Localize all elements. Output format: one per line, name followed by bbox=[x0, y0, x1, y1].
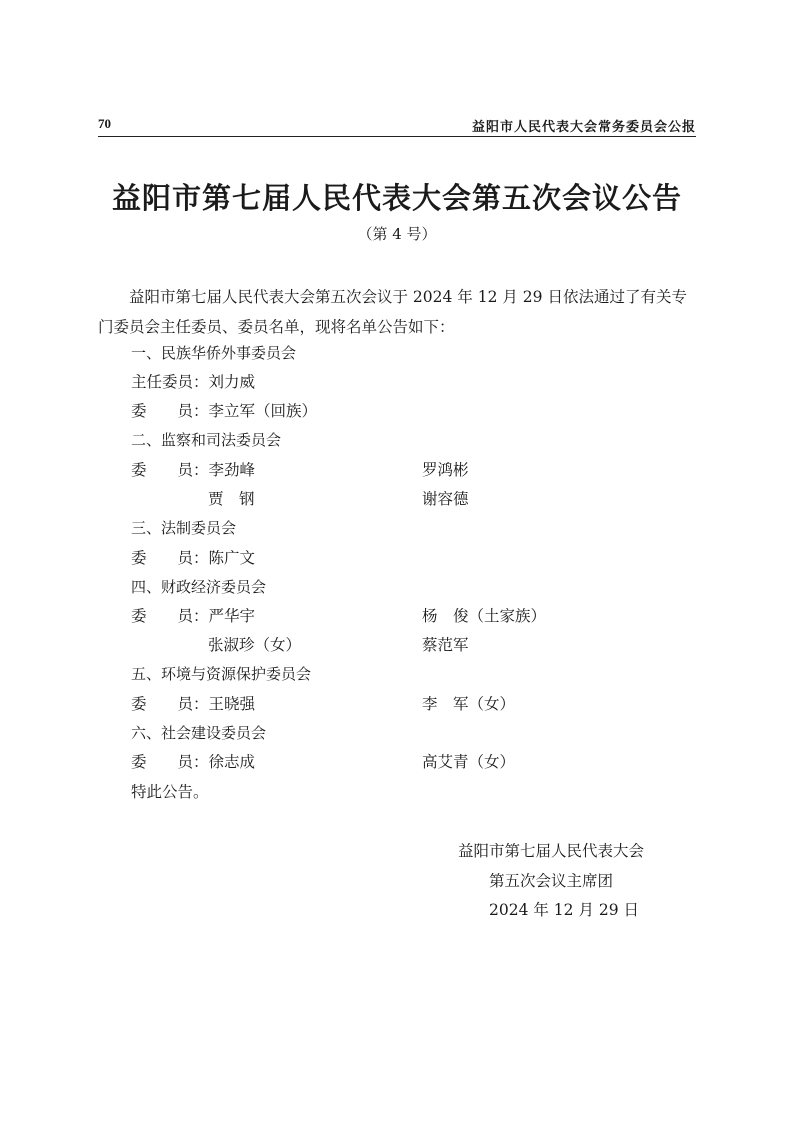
chair-row bbox=[131, 372, 255, 392]
member-name: 严华宇 bbox=[208, 607, 256, 625]
member-row bbox=[131, 694, 255, 714]
member-name: 李劲峰 bbox=[208, 461, 256, 479]
section-heading: 一、民族华侨外事委员会 bbox=[131, 344, 297, 362]
member-name: 李 军（女） bbox=[422, 695, 516, 713]
signature-org: 益阳市第七届人民代表大会 bbox=[458, 842, 645, 860]
member-name: 谢容德 bbox=[422, 490, 469, 508]
member-label: 委 员： bbox=[131, 461, 209, 479]
member-name: 李立军（回族） bbox=[208, 402, 318, 420]
intro-paragraph: 益阳市第七届人民代表大会第五次会议于 2024 年 12 月 29 日依法通过了有关专门委员会主任委员、委员名单，现将名单公告如下： bbox=[98, 288, 687, 336]
chair-name: 刘力威 bbox=[208, 373, 256, 391]
member-row bbox=[131, 460, 255, 480]
section-heading: 六、社会建设委员会 bbox=[131, 724, 267, 742]
member-row bbox=[131, 401, 317, 421]
member-label: 委 员： bbox=[131, 402, 209, 420]
section-heading: 四、财政经济委员会 bbox=[131, 578, 267, 596]
document-number: （第 4 号） bbox=[357, 225, 437, 243]
member-name: 罗鸿彬 bbox=[422, 461, 469, 479]
document-title: 益阳市第七届人民代表大会第五次会议公告 bbox=[111, 181, 682, 215]
page-number: 70 bbox=[98, 116, 111, 131]
member-label: 委 员： bbox=[131, 753, 209, 771]
page-header bbox=[98, 114, 696, 137]
member-name: 徐志成 bbox=[208, 753, 256, 771]
member-row bbox=[131, 548, 255, 568]
member-name: 杨 俊（土家族） bbox=[422, 607, 547, 625]
signature-body: 第五次会议主席团 bbox=[489, 872, 614, 890]
journal-title: 益阳市人民代表大会常务委员会公报 bbox=[471, 120, 696, 135]
closing-text: 特此公告。 bbox=[131, 783, 209, 801]
section-heading: 二、监察和司法委员会 bbox=[131, 431, 282, 449]
member-name: 陈广文 bbox=[208, 549, 256, 567]
member-name: 蔡范军 bbox=[422, 636, 469, 654]
chair-label: 主任委员： bbox=[131, 373, 209, 391]
section-heading: 三、法制委员会 bbox=[131, 519, 237, 537]
member-row bbox=[131, 606, 255, 626]
member-label: 委 员： bbox=[131, 607, 209, 625]
member-label: 委 员： bbox=[131, 549, 209, 567]
signature-date: 2024 年 12 月 29 日 bbox=[489, 901, 640, 919]
member-name: 张淑珍（女） bbox=[208, 636, 302, 654]
member-label: 委 员： bbox=[131, 695, 209, 713]
member-name: 王晓强 bbox=[208, 695, 256, 713]
member-name: 高艾青（女） bbox=[422, 753, 516, 771]
member-name: 贾 钢 bbox=[208, 490, 255, 508]
member-row bbox=[131, 752, 255, 772]
section-heading: 五、环境与资源保护委员会 bbox=[131, 665, 312, 683]
